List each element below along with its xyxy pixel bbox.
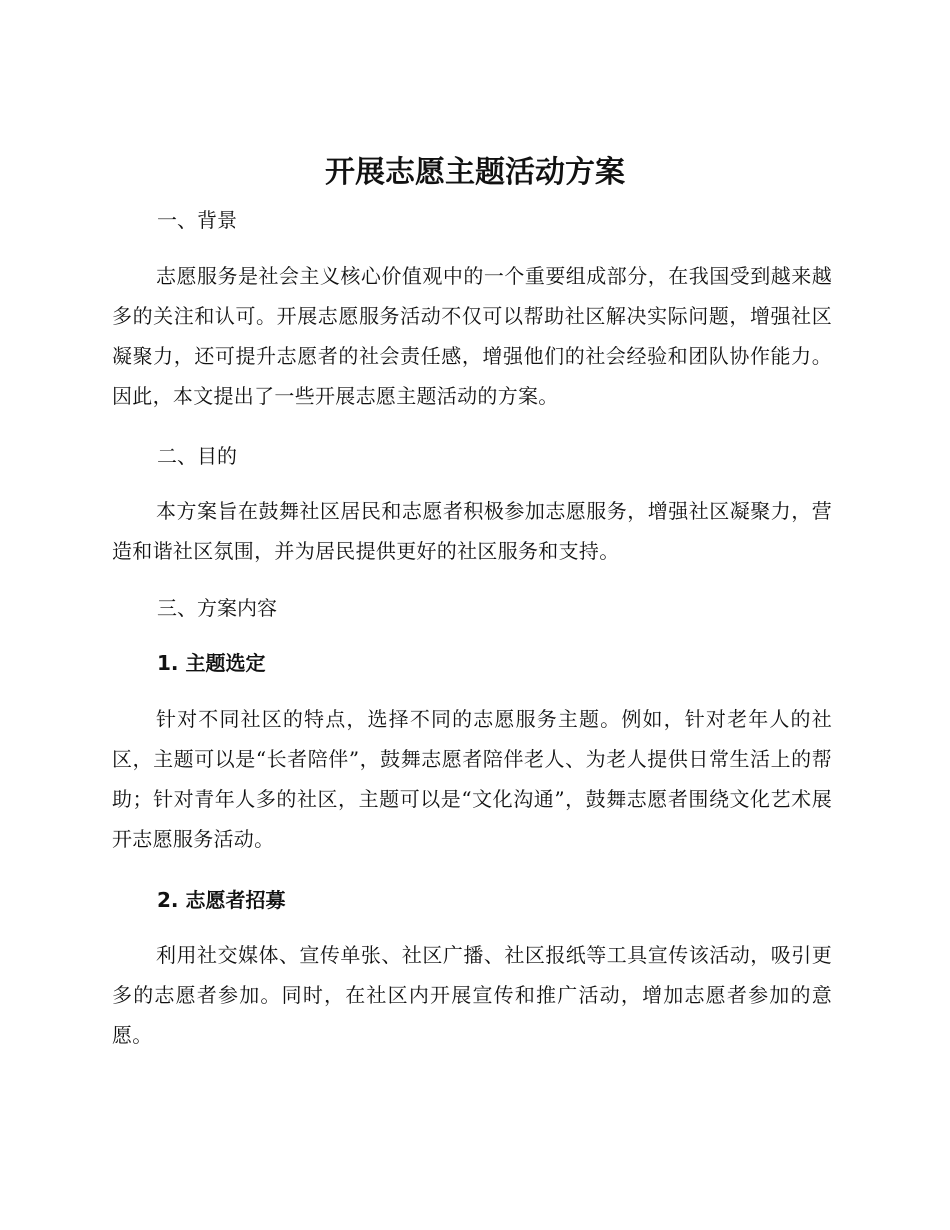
document-title: 开展志愿主题活动方案 — [325, 155, 625, 190]
subheading-theme: 1. 主题选定 — [157, 651, 266, 675]
paragraph-recruit: 利用社交媒体、宣传单张、社区广播、社区报纸等工具宣传该活动，吸引更多的志愿者参加。同时，在社区内开展宣传和推广活动，增加志愿者参加的意愿。 — [112, 943, 832, 1047]
paragraph-purpose: 本方案旨在鼓舞社区居民和志愿者积极参加志愿服务，增强社区凝聚力，营造和谐社区氛围，并为居民提供更好的社区服务和支持。 — [112, 499, 832, 563]
paragraph-background: 志愿服务是社会主义核心价值观中的一个重要组成部分，在我国受到越来越多的关注和认可。开展志愿服务活动不仅可以帮助社区解决实际问题，增强社区凝聚力，还可提升志愿者的社会责任感，增强他们的社会经验和团队协作能力。因此，本文提出了一些开展志愿主题活动的方案。 — [112, 264, 832, 408]
paragraph-theme: 针对不同社区的特点，选择不同的志愿服务主题。例如，针对老年人的社区，主题可以是“长者陪伴”，鼓舞志愿者陪伴老人、为老人提供日常生活上的帮助；针对青年人多的社区，主题可以是“文化沟通”，鼓舞志愿者围绕文化艺术展开志愿服务活动。 — [112, 707, 832, 851]
section-heading-background: 一、背景 — [157, 208, 237, 232]
section-heading-content: 三、方案内容 — [157, 596, 277, 620]
subheading-recruit: 2. 志愿者招募 — [157, 888, 286, 912]
section-heading-purpose: 二、目的 — [157, 444, 237, 468]
